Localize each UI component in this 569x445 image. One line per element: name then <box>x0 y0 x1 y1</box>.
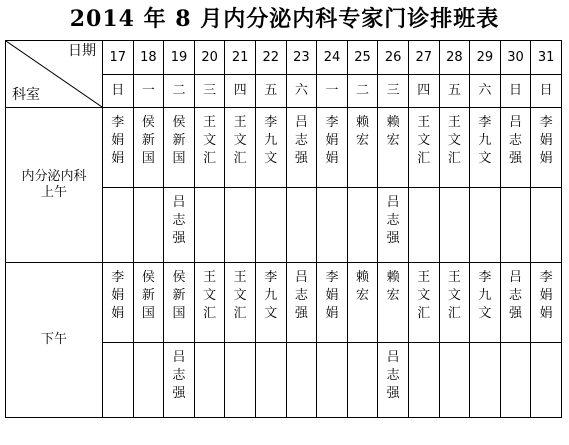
date-cell: 26 <box>378 41 409 75</box>
header-dept-label: 科室 <box>12 87 40 103</box>
doctor-cell <box>408 343 439 418</box>
doctor-cell <box>255 108 286 188</box>
date-row <box>6 41 562 75</box>
doctor-name: 李 娟 娟 <box>539 270 553 321</box>
doctor-name: 李 娟 娟 <box>111 115 125 166</box>
doctor-cell <box>286 263 317 343</box>
doctor-cell <box>164 188 195 263</box>
weekday-cell: 日 <box>103 75 134 108</box>
weekday-cell: 六 <box>286 75 317 108</box>
doctor-cell <box>347 188 378 263</box>
weekday-cell: 三 <box>194 75 225 108</box>
doctor-name: 吕 志 强 <box>509 270 523 321</box>
doctor-cell <box>531 188 562 263</box>
doctor-cell <box>531 108 562 188</box>
doctor-cell <box>317 343 348 418</box>
doctor-cell <box>164 343 195 418</box>
doctor-name: 吕 志 强 <box>386 195 400 246</box>
doctor-cell <box>378 343 409 418</box>
doctor-name: 李 九 文 <box>264 115 278 166</box>
date-cell: 17 <box>103 41 134 75</box>
date-cell: 22 <box>255 41 286 75</box>
doctor-cell <box>378 108 409 188</box>
doctor-cell <box>439 343 470 418</box>
doctor-name: 侯 新 国 <box>172 115 186 166</box>
doctor-cell <box>194 343 225 418</box>
date-cell: 27 <box>408 41 439 75</box>
doctor-cell <box>286 188 317 263</box>
doctor-cell <box>133 108 164 188</box>
doctor-cell <box>531 343 562 418</box>
date-cell: 23 <box>286 41 317 75</box>
weekday-cell: 日 <box>500 75 531 108</box>
doctor-cell <box>133 343 164 418</box>
date-cell: 29 <box>470 41 501 75</box>
doctor-name: 吕 志 强 <box>386 350 400 401</box>
doctor-name: 李 娟 娟 <box>111 270 125 321</box>
section-row <box>6 263 562 343</box>
doctor-cell <box>439 263 470 343</box>
section-row <box>6 108 562 188</box>
doctor-cell <box>286 343 317 418</box>
doctor-name: 王 文 汇 <box>203 115 217 166</box>
doctor-name: 吕 志 强 <box>172 350 186 401</box>
date-cell: 20 <box>194 41 225 75</box>
doctor-cell <box>439 188 470 263</box>
doctor-cell <box>408 108 439 188</box>
doctor-cell <box>317 108 348 188</box>
doctor-cell <box>347 343 378 418</box>
date-cell: 19 <box>164 41 195 75</box>
weekday-cell: 四 <box>408 75 439 108</box>
doctor-cell <box>103 108 134 188</box>
date-cell: 25 <box>347 41 378 75</box>
doctor-name: 侯 新 国 <box>172 270 186 321</box>
doctor-cell <box>439 108 470 188</box>
doctor-cell <box>225 108 256 188</box>
date-cell: 21 <box>225 41 256 75</box>
doctor-cell <box>255 188 286 263</box>
doctor-cell <box>255 343 286 418</box>
doctor-cell <box>194 108 225 188</box>
doctor-cell <box>500 263 531 343</box>
dept-cell: 内分泌内科 上午 <box>6 108 103 263</box>
doctor-name: 李 九 文 <box>478 270 492 321</box>
doctor-cell <box>133 188 164 263</box>
weekday-cell: 六 <box>470 75 501 108</box>
weekday-cell: 四 <box>225 75 256 108</box>
weekday-cell: 五 <box>255 75 286 108</box>
dept-cell: 下午 <box>6 263 103 418</box>
doctor-name: 吕 志 强 <box>509 115 523 166</box>
doctor-name: 王 文 汇 <box>447 270 461 321</box>
doctor-cell <box>470 188 501 263</box>
doctor-cell <box>225 188 256 263</box>
doctor-name: 赖 宏 <box>356 115 370 148</box>
doctor-name: 李 九 文 <box>478 115 492 166</box>
doctor-name: 王 文 汇 <box>417 115 431 166</box>
weekday-cell: 一 <box>133 75 164 108</box>
doctor-name: 王 文 汇 <box>417 270 431 321</box>
weekday-cell: 二 <box>347 75 378 108</box>
doctor-name: 侯 新 国 <box>141 115 155 166</box>
doctor-name: 王 文 汇 <box>203 270 217 321</box>
doctor-cell <box>378 188 409 263</box>
doctor-name: 李 娟 娟 <box>325 270 339 321</box>
corner-header <box>6 41 103 108</box>
weekday-cell: 三 <box>378 75 409 108</box>
doctor-name: 王 文 汇 <box>447 115 461 166</box>
date-cell: 30 <box>500 41 531 75</box>
doctor-name: 赖 宏 <box>356 270 370 303</box>
weekday-cell: 二 <box>164 75 195 108</box>
doctor-cell <box>133 263 164 343</box>
doctor-name: 吕 志 强 <box>172 195 186 246</box>
doctor-cell <box>286 108 317 188</box>
doctor-name: 王 文 汇 <box>233 115 247 166</box>
date-cell: 18 <box>133 41 164 75</box>
doctor-cell <box>531 263 562 343</box>
doctor-cell <box>225 343 256 418</box>
weekday-cell: 五 <box>439 75 470 108</box>
doctor-name: 李 娟 娟 <box>539 115 553 166</box>
doctor-cell <box>317 263 348 343</box>
doctor-cell <box>103 188 134 263</box>
page-title: 2014 年 8 月内分泌内科专家门诊排班表 <box>69 6 500 32</box>
weekday-cell: 日 <box>531 75 562 108</box>
doctor-cell <box>500 188 531 263</box>
doctor-cell <box>347 263 378 343</box>
doctor-name: 王 文 汇 <box>233 270 247 321</box>
doctor-cell <box>347 108 378 188</box>
date-cell: 28 <box>439 41 470 75</box>
doctor-cell <box>500 108 531 188</box>
doctor-cell <box>103 343 134 418</box>
doctor-name: 赖 宏 <box>386 270 400 303</box>
doctor-name: 吕 志 强 <box>294 270 308 321</box>
doctor-cell <box>408 263 439 343</box>
doctor-name: 赖 宏 <box>386 115 400 148</box>
doctor-cell <box>378 263 409 343</box>
schedule-table <box>5 40 562 418</box>
doctor-cell <box>408 188 439 263</box>
doctor-cell <box>255 263 286 343</box>
doctor-cell <box>164 263 195 343</box>
doctor-cell <box>103 263 134 343</box>
date-cell: 24 <box>317 41 348 75</box>
doctor-cell <box>500 343 531 418</box>
doctor-cell <box>470 343 501 418</box>
doctor-name: 吕 志 强 <box>294 115 308 166</box>
doctor-cell <box>470 263 501 343</box>
doctor-cell <box>225 263 256 343</box>
doctor-cell <box>194 263 225 343</box>
weekday-cell: 一 <box>317 75 348 108</box>
header-date-label: 日期 <box>68 43 97 59</box>
doctor-cell <box>164 108 195 188</box>
doctor-cell <box>317 188 348 263</box>
doctor-name: 侯 新 国 <box>141 270 155 321</box>
doctor-cell <box>194 188 225 263</box>
doctor-cell <box>470 108 501 188</box>
doctor-name: 李 娟 娟 <box>325 115 339 166</box>
doctor-name: 李 九 文 <box>264 270 278 321</box>
date-cell: 31 <box>531 41 562 75</box>
